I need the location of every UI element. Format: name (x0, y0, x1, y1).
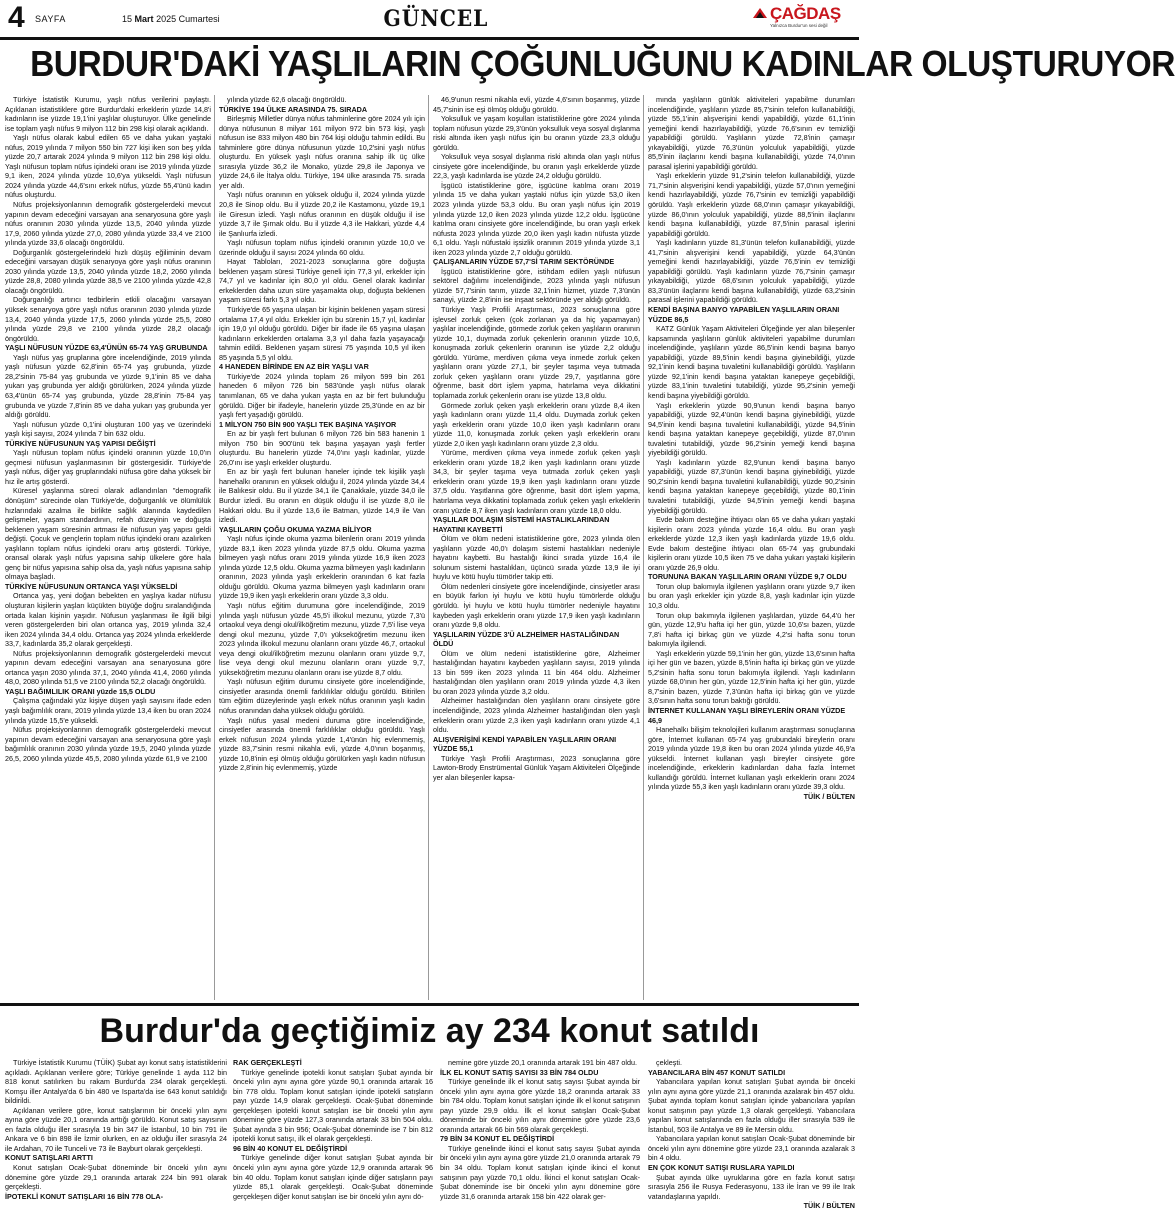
subheading: YABANCILARA BİN 457 KONUT SATILDI (648, 1067, 786, 1077)
subheading: YAŞLILARIN ÇOĞU OKUMA YAZMA BİLİYOR (219, 524, 372, 534)
paragraph: Doğurganlığı artırıcı tedbirlerin etkili olacağını varsayan yüksek senaryoya göre yaşlı nüfus oranının 2030 yılında yüzde 13,4, 2040 yılında yüzde 17,5, 2060 yılında yüzde 25,5, 2080 yılında yüzde 29,8 ve 2100 yılında yüzde 28,2 olacağı öngörüldü. (5, 295, 211, 343)
article2-column-4 (648, 1058, 855, 1211)
logo-tagline: Yalnızca Burdur'un sesi değil (770, 23, 828, 28)
paragraph: Hayat Tabloları, 2021-2023 sonuçlarına göre doğuşta beklenen yaşam süresi Türkiye geneli için 77,3 yıl, erkekler için 74,7 yıl ve kadınlar için 80,0 yıl oldu. Genel olarak kadınlar erkeklerden daha uzun süre yaşamakta olup, doğuşta beklenen yaşam süresi farkı 5,3 yıl oldu. (219, 257, 425, 305)
subheading: 1 MİLYON 750 BİN 900 YAŞLI TEK BAŞINA YAŞIYOR (219, 419, 397, 429)
subheading: KENDİ BAŞINA BANYO YAPABİLEN YAŞLILARIN ORANI YÜZDE 86,5 (648, 305, 840, 324)
paragraph: Yaşlı nüfusun toplam nüfus içindeki oranının yüzde 10,0 ve üzerinde olduğu il sayısı 2024 yılında 60 oldu. (219, 238, 425, 257)
subheading: TÜRKİYE NÜFUSUNUN YAŞ YAPISI DEĞİŞTİ (5, 438, 156, 448)
paragraph: Yaşlı nüfus olarak kabul edilen 65 ve daha yukarı yaştaki nüfus, 2019 yılında 7 milyon 550 bin 727 kişi iken son beş yılda yüzde 20,7 artarak 2024 yılında 9 milyon 112 bin 298 kişi oldu. Yaşlı nüfusun toplam nüfus içindeki oranı ise 2019 yılında yüzde 9,1 iken, 2024 yılında yüzde 10,6'ya yükseldi. Yaşlı nüfusun 2024 yılında yüzde 44,6'sını erkek nüfus, yüzde 55,4'ünü kadın nüfus oluşturdu. (5, 133, 211, 200)
paragraph: Çalışma çağındaki yüz kişiye düşen yaşlı sayısını ifade eden yaşlı bağımlılık oranı, 2019 yılında yüzde 13,4 iken bu oran 2024 yılında yüzde 15,5'e yükseldi. (5, 696, 211, 725)
paragraph: Torun olup bakımıyla ilgilenen yaşlılardan, yüzde 64,4'ü her gün, yüzde 12,9'u hafta içi her gün, yüzde 10,6'sı bazen, yüzde 7,8'i hafta içi birkaç gün ve yüzde 4,2'si hafta sonu torun bakımıyla ilgilendi. (648, 610, 855, 649)
paragraph: 46,9'unun resmi nikahla evli, yüzde 4,6'sının boşanmış, yüzde 45,7'sinin ise eşi ölmüş olduğu görüldü. (433, 95, 640, 114)
paragraph: Yaşlı erkeklerin yüzde 59,1'inin her gün, yüzde 13,6'sının hafta içi her gün ve bazen, yüzde 8,5'inin hafta içi birkaç gün ve yüzde 5,2'sinin hafta sonu torun bakımıyla ilgilendi. Yaşlı kadınların yüzde 68,0'ının her gün, yüzde 12,5'inin hafta içi her gün, yüzde 8,7'sinin bazen, yüzde 7,3'ünün hafta içi birkaç gün ve yüzde 3,6'sının hafta sonu torun baktığı görüldü. (648, 648, 855, 706)
paragraph: Yaşlı nüfus yasal medeni duruma göre incelendiğinde, cinsiyetler arasında önemli farklılıklar olduğu görüldü. Yaşlı erkek nüfusun 2024 yılında yüzde 1,4'ünün hiç evlenmemiş, yüzde 83,7'sinin resmi nikahla evli, yüzde 4,0'ının boşanmış, yüzde 10,8'inin eşi ölmüş olduğu görülürken yaşlı kadın nüfusun yüzde 2,8'inin hiç evlenmemiş, yüzde (219, 715, 425, 773)
article1-column-3 (433, 95, 640, 999)
paragraph: Yaşlı kadınların yüzde 81,3'ünün telefon kullanabildiği, yüzde 41,7'sinin alışverişini kendi yapabildiği, yüzde 64,3'ünün yemeğini kendi hazırlayabildiği, yüzde 76,5'inin ev temizliği yapabildiği görüldü. Yaşlı kadınların yüzde 76,7'sinin çamaşır yıkayabildiği, yüzde 68,6'sının yolculuk yapabildiği, yüzde 83,3'ünün ilaçlarını kendi başına kullanabildiği, yüzde 63,2'sinin parasal işlerini yapabildiği görüldü. (648, 238, 855, 305)
subheading: YAŞLI NÜFUSUN YÜZDE 63,4'ÜNÜN 65-74 YAŞ GRUBUNDA (5, 343, 208, 353)
paragraph: Nüfus projeksiyonlarının demografik göstergelerdeki mevcut yapının devam edeceğini varsayan ana senaryosuna göre ortanca yaşın 2030 yılında 37,1, 2040 yılında 41,4, 2060 yılında 48,0, 2080 yılında 51,5 ve 2100 yılında 52,2 olacağı öngörüldü. (5, 648, 211, 687)
paragraph: Yabancılara yapılan konut satışları Ocak-Şubat döneminde bir önceki yılın aynı dönemine göre yüzde 23,1 oranında azalarak 3 bin 4 oldu. (648, 1134, 855, 1163)
column-divider (214, 95, 215, 1000)
subheading: 4 HANEDEN BİRİNDE EN AZ BİR YAŞLI VAR (219, 362, 369, 372)
paragraph: Türkiye genelinde ikinci el konut satış sayısı Şubat ayında bir önceki yılın aynı ayına göre yüzde 21,0 oranında artarak 79 bin 34 oldu. Toplam konut satışları içinde ikinci el konut satışının payı yüzde 70,1 oldu. İkinci el konut satışları Ocak-Şubat döneminde ise bir önceki yılın aynı dönemine göre yüzde 31,6 oranında artarak 158 bin 422 olarak ger- (440, 1143, 640, 1201)
newspaper-logo (752, 4, 852, 34)
paragraph: İşgücü istatistiklerine göre, işgücüne katılma oranı 2019 yılında 15 ve daha yukarı yaştaki nüfus için yüzde 53,0 iken 2023 yılında yüzde 53,3 oldu. Bu oran yaşlı nüfus için 2019 yılında yüzde 12,0 iken 2023 yılında yüzde 12,2 oldu. İşgücüne katılma oranı cinsiyete göre incelendiğinde, bu oran yaşlı erkek nüfusta 2023 yılında yüzde 20,0 iken yaşlı kadın nüfusta yüzde 6,1 oldu. Yaşlı nüfustaki işsizlik oranının 2019 yılında yüzde 3,1 iken 2023 yılında yüzde 2,7 olduğu görüldü. (433, 180, 640, 257)
paragraph: Yürüme, merdiven çıkma veya inmede zorluk çeken yaşlı erkeklerin oranı yüzde 18,2 iken yaşlı kadınların oranı yüzde 34,3, bir şeyler taşıma veya tutmada zorluk çeken yaşlı erkeklerin oranı yüzde 19,9 iken yaşlı kadınların oranı yüzde 37,5 oldu. Yaşıtlarına göre öğrenme, basit dört işlem yapma, hatırlama veya dikkatini toplamada zorluk çeken yaşlı erkeklerin oranı yüzde 8,7 iken yaşlı kadınların oranı yüzde 18,0 oldu. (433, 448, 640, 515)
subheading: İNTERNET KULLANAN YAŞLI BİREYLERİN ORANI YÜZDE 46,9 (648, 706, 846, 725)
paragraph: Yaşlı erkeklerin yüzde 91,2'sinin telefon kullanabildiği, yüzde 71,7'sinin alışverişini kendi yapabildiği, yüzde 57,0'ının yemeğini kendi hazırlayabildiği, yüzde 76,7'sinin ev temizliği yapabildiği görüldü. Yaşlı erkeklerin yüzde 68,0'ının çamaşır yıkayabildiği, yüzde 86,0'ının yolculuk yapabildiği, yüzde 88,5'inin ilaçlarını kendi başına kullanabildiği, yüzde 87,5'inin parasal işlerini yapabildiği görüldü. (648, 171, 855, 238)
subheading: 96 BİN 40 KONUT EL DEĞİŞTİRDİ (233, 1143, 348, 1153)
paragraph: Yoksulluk ve yaşam koşulları istatistiklerine göre 2024 yılında toplam nüfusun yüzde 29,3'ünün yoksulluk veya sosyal dışlanma riski altında iken yaşlı nüfus için bu oranın yüzde 23,3 olduğu görüldü. (433, 114, 640, 152)
paragraph: Şubat ayında ülke uyruklarına göre en fazla konut satışı sırasıyla 256 ile Rusya Federasyonu, 133 ile İran ve 99 ile Irak vatandaşlarına yapıldı. (648, 1172, 855, 1201)
source-signature: TÜİK / BÜLTEN (803, 1201, 855, 1211)
paragraph: nemine göre yüzde 20,1 oranında artarak 191 bin 487 oldu. (448, 1058, 638, 1067)
subheading: EN ÇOK KONUT SATIŞI RUSLARA YAPILDI (648, 1163, 795, 1173)
subheading: TÜRKİYE 194 ÜLKE ARASINDA 75. SIRADA (219, 104, 368, 114)
paragraph: Evde bakım desteğine ihtiyacı olan 65 ve daha yukarı yaştaki kişilerin oranı 2023 yılında yüzde 16,4 oldu. Bu oran yaşlı erkeklerde yüzde 12,3 iken yaşlı kadınlarda yüzde 19,6 oldu. Evde bakım desteğine ihtiyacı olan 65-74 yaş grubundaki kişilerin oranı yüzde 10,5 iken 75 ve daha yukarı yaştaki kişilerin oranı yüzde 26,9 oldu. (648, 515, 855, 572)
subheading: İPOTEKLİ KONUT SATIŞLARI 16 BİN 778 OLA- (5, 1191, 164, 1201)
paragraph: Konut satışları Ocak-Şubat döneminde bir önceki yılın aynı dönemine göre yüzde 29,1 oranında artarak 224 bin 991 olarak gerçekleşti. (5, 1163, 227, 1192)
paragraph: Türkiye'de 65 yaşına ulaşan bir kişinin beklenen yaşam süresi ortalama 17,4 yıl oldu. Erkekler için bu sürenin 15,7 yıl, kadınlar için 19,0 yıl olduğu görüldü. Diğer bir ifade ile 65 yaşına ulaşan kadınların erkeklerden ortalama 3,3 yıl daha fazla yaşayacağı tahmin edildi. Beklenen yaşam süresi 75 yaşında 10,5 yıl iken 85 yaşında 5,5 yıl oldu. (219, 305, 425, 362)
issue-date: 15 Mart 2025 Cumartesi (122, 14, 220, 24)
paragraph: Ortanca yaş, yeni doğan bebekten en yaşlıya kadar nüfusu oluşturan kişilerin yaşları küçükten büyüğe doğru sıralandığında ortada kalan kişinin yaşıdır. Nüfusun yaşlanması ile ilgili bilgi veren göstergelerden biri olan ortanca yaş, 2019 yılında 32,4 iken 2024 yılında 34,4 oldu. Ortanca yaş 2024 yılında erkeklerde 33,7, kadınlarda 35,2 olarak gerçekleşti. (5, 591, 211, 649)
paragraph: Ölüm ve ölüm nedeni istatistiklerine göre, 2023 yılında ölen yaşlıların yüzde 40,0'ı dolaşım sistemi hastalıkları nedeniyle hayatını kaybetti. Bu hastalığı ikinci sırada yüzde 16,4 ile solunum sistemi hastalıkları, üçüncü sırada yüzde 13,9 ile iyi huylu ve kötü huylu tümörler takip etti. (433, 534, 640, 582)
subheading: YAŞLILARIN YÜZDE 3'Ü ALZHEİMER HASTALIĞINDAN ÖLDÜ (433, 629, 620, 649)
article1-headline: BURDUR'DAKİ YAŞLILARIN ÇOĞUNLUĞUNU KADINLAR OLUŞTURUYOR (30, 43, 1175, 84)
paragraph: Yabancılara yapılan konut satışları Şubat ayında bir önceki yılın aynı ayına göre yüzde 21,1 oranında azalarak bin 457 oldu. Şubat ayında toplam konut satışları içinde yabancılara yapılan konut satışının payı yüzde 1,3 olarak gerçekleşti. Yabancılara yapılan konut satışlarında en fazla olduğu iller sırasıyla 539 ile İstanbul, 503 ile Antalya ve 89 ile Mersin oldu. (648, 1077, 855, 1134)
paragraph: Nüfus projeksiyonlarının demografik göstergelerdeki mevcut yapının devam edeceğini varsayan ana senaryosuna göre yaşlı bağımlılık oranının 2030 yılında yüzde 19,5, 2040 yılında yüzde 26,5, 2060 yılında yüzde 45,5, 2080 yılında yüzde 61,9 ve 2100 (5, 725, 211, 763)
paragraph: Türkiye İstatistik Kurumu (TÜİK) Şubat ayı konut satış istatistiklerini açıkladı. Açıklanan verilere göre; Türkiye genelinde 1 ayda 112 bin 818 konut satılırken bu rakam Burdur'da 234 olarak gerçekleşti. Komşu iller Antalya'da 6 bin 480 ve Isparta'da ise 643 konut satıldığı bildirildi. (5, 1058, 227, 1106)
paragraph: Ölüm nedenleri cinsiyete göre incelendiğinde, cinsiyetler arası en büyük farkın iyi huylu ve kötü huylu tümörlerde olduğu görüldü. İyi huylu ve kötü huylu tümörler nedeniyle hayatını kaybeden yaşlı erkeklerin oranı yüzde 17,9 iken yaşlı kadınların oranı yüzde 9,8 oldu. (433, 581, 640, 630)
paragraph: Doğurganlık göstergelerindeki hızlı düşüş eğiliminin devam edeceğini varsayan düşük senaryoya göre yaşlı nüfus oranının 2030 yılında yüzde 13,5, 2040 yılında yüzde 18,2, 2060 yılında yüzde 28,8, 2080 yılında yüzde 38,5 ve 2100 yılında yüzde 42,8 olacağı öngörüldü. (5, 247, 211, 295)
paragraph: Türkiye genelinde ipotekli konut satışları Şubat ayında bir önceki yılın aynı ayına göre yüzde 90,1 oranında artarak 16 bin 778 oldu. Toplam konut satışları içinde ipotekli satışların payı yüzde 14,9 olarak gerçekleşti. Ocak-Şubat döneminde gerçekleşen ipotekli konut satışları ise bir önceki yılın aynı dönemine göre yüzde 127,3 oranında artarak 33 bin 504 oldu. Şubat ayında 3 bin 956; Ocak-Şubat döneminde ise 7 bin 812 ipotekli konut satışı, ilk el olarak gerçekleşti. (233, 1067, 433, 1144)
paragraph: mında yaşlıların günlük aktiviteleri yapabilme durumları incelendiğinde, yaşlıların yüzde 85,7'sinin telefon kullanabildiği, yüzde 55,1'inin alışverişini kendi yapabildiği, yüzde 61,1'inin yemeğini kendi hazırlayabildiği, yüzde 76,6'sının ev temizliği yapabildiği görüldü. Yaşlıların yüzde 72,8'inin çamaşır yıkayabildiği, yüzde 76,3'ünün yolculuk yapabildiği, yüzde 85,5'inin ilaçlarını kendi başına kullanabildiği, yüzde 74,0'ının parasal işlerini yapabildiği görüldü. (648, 95, 855, 171)
section-title: GÜNCEL (383, 6, 489, 32)
page-number: 4 (8, 1, 25, 34)
paragraph: En az bir yaşlı fert bulunan haneler içinde tek kişilik yaşlı hanehalkı oranının en yüksek olduğu il, 2024 yılında yüzde 34,4 ile Balıkesir oldu. Bu il yüzde 34,1 ile Çanakkale, yüzde 34,0 ile Burdur izledi. Bu oranın en düşük olduğu il ise yüzde 8,0 ile Hakkari oldu. Bu il yüzde 13,6 ile Batman, yüzde 14,9 ile Van izledi. (219, 467, 425, 525)
paragraph: Yaşlı nüfus eğitim durumuna göre incelendiğinde, 2019 yılında yaşlı nüfusun yüzde 45,5'i ilkokul mezunu, yüzde 7,3'ü ortaokul veya dengi okul/ilköğretim mezunu, yüzde 7,5'i lise veya dengi okul mezunu, yüzde 7,0'ı yükseköğretim mezunu iken 2023 yılında ilkokul mezunu olanların oranı yüzde 46,7, ortaokul veya dengi okul/ilköğretim mezunu olanların oranı yüzde 9,7, lise veya dengi okul mezunu olanların oranı yüzde 9,7, yükseköğretim mezunu olanların oranı ise yüzde 8,7 oldu. (219, 600, 425, 677)
paragraph: Yaşlı kadınların yüzde 82,9'unun kendi başına banyo yapabildiği, yüzde 87,3'ünün kendi başına giyinebildiği, yüzde 90,2'sinin kendi başına tuvaletini kullanabildiği, yüzde 90,2'sinin kendi başına yataktan kanepeye geçebildiği, yüzde 80,1'inin tuvaletini tutabildiği, yüzde 94,5'inin yemeği kendi başına yiyebildiği görüldü. (648, 457, 855, 515)
paragraph: Hanehalkı bilişim teknolojileri kullanım araştırması sonuçlarına göre, İnternet kullanan 65-74 yaş grubundaki bireylerin oranı 2019 yılında yüzde 19,8 iken bu oran 2024 yılında yüzde 46,9'a yükseldi. İnternet kullanan yaşlı bireyler cinsiyete göre incelendiğinde, erkeklerin kadınlardan daha fazla İnternet kullandığı görüldü. İnternet kullanan yaşlı erkeklerin oranı 2024 yılında yüzde 55,3 iken yaşlı kadınların oranı yüzde 39,3 oldu. (648, 725, 855, 792)
subheading: KONUT SATIŞLARI ARTTI (5, 1153, 93, 1163)
article2-column-2 (233, 1058, 433, 1201)
subheading: ÇALIŞANLARIN YÜZDE 57,7'Sİ TARIM SEKTÖRÜNDE (433, 257, 615, 267)
masthead (0, 0, 859, 36)
paragraph: Yaşlı nüfusun toplam nüfus içindeki oranının yüzde 10,0'ın geçmesi nüfusun yaşlanmasının bir göstergesidir. Türkiye'de yaşlı nüfus, diğer yaş gruplarındaki nüfusa göre daha yüksek bir hız ile artış gösterdi. (5, 448, 211, 486)
paragraph: yılında yüzde 62,6 olacağı öngörüldü. (227, 95, 347, 104)
article1-column-4 (648, 95, 855, 999)
logo-wordmark: ÇAĞDAŞ (770, 4, 841, 23)
paragraph: Ölüm ve ölüm nedeni istatistiklerine göre, Alzheimer hastalığından hayatını kaybeden yaşlıların sayısı, 2019 yılında 13 bin 599 iken 2023 yılında 11 bin 464 oldu. Alzheimer hastalığından ölen yaşlıların oranı 2019 yılında yüzde 4,3 iken bu oran 2023 yılında yüzde 3,2 oldu. (433, 648, 640, 696)
paragraph: Türkiye İstatistik Kurumu, yaşlı nüfus verilerini paylaştı. Açıklanan istatistiklere göre Burdur'daki erkeklerin yüzde 14,8'i kadınların ise yüzde 19,1'ini yaşlılar oluşturuyor. Ülke genelinde ise toplam yaşlı nüfus 9 milyon 112 bin 298 kişi olarak açıklandı. (5, 95, 211, 133)
article1-column-2 (219, 95, 425, 999)
column-divider (428, 95, 429, 1000)
paragraph: Yaşlı nüfus oranının en yüksek olduğu il, 2024 yılında yüzde 20,8 ile Sinop oldu. Bu il yüzde 20,2 ile Kastamonu, yüzde 19,1 ile Giresun izledi. Yaşlı nüfus oranının en düşük olduğu il ise yüzde 3,7 ile Şırnak oldu. Bu il yüzde 4,3 ile Hakkari, yüzde 4,4 ile Şanlıurfa izledi. (219, 190, 425, 238)
paragraph: Torun olup bakımıyla ilgilenen yaşlıların oranı yüzde 9,7 iken bu oran yaşlı erkekler için yüzde 8,8, yaşlı kadınlar için yüzde 10,3 oldu. (648, 581, 855, 610)
paragraph: çekleşti. (656, 1058, 682, 1067)
subheading: TORUNUNA BAKAN YAŞLILARIN ORANI YÜZDE 9,7 OLDU (648, 572, 847, 582)
subheading: TÜRKİYE NÜFUSUNUN ORTANCA YAŞI YÜKSELDİ (5, 581, 178, 591)
paragraph: Küresel yaşlanma süreci olarak adlandırılan "demografik dönüşüm" sürecinde olan Türkiye'de, doğurganlık ve ölümlülük hızlarındaki azalma ile birlikte sağlık alanında kaydedilen gelişmeler, yaşam standardının, refah düzeyinin ve doğuşta beklenen yaşam süresinin artması ile nüfusun yaş yapısı geldi değişti. Çocuk ve gençlerin toplam nüfus içindeki oranı azalırken yaşlıların toplam nüfus içindeki oranı artış gösterdi. Türkiye, oransal olarak yaşlı nüfus yapısına sahip ülkelere göre hala genç bir nüfus yapısına sahip olsa da, yaşlı nüfus yapısına sahip olmaya başladı. (5, 486, 211, 582)
paragraph: Türkiye Yaşlı Profili Araştırması, 2023 sonuçlarına göre işlevsel zorluk çeken (çok zorlanan ya da hiç yapamayan) yaşlılar incelendiğinde, görmede zorluk çeken yaşlıların oranının yüzde 10,1, duymada zorluk çekenlerin oranının yüzde 10,6, konuşmada zorluk çekenlerin oranının ise yüzde 2,2 olduğu görüldü. Yürüme, merdiven çıkma veya inmede zorluk çeken yaşlıların oranı yüzde 27,1, bir şeyler taşıma veya tutmada zorluk çeken yaşlıların oranı yüzde 29,7, yaşıtlarına göre öğrenme, basit dört işlem yapma, hatırlama veya dikkatini toplamada zorluk çekenlerin oranı ise yüzde 13,8 oldu. (433, 305, 640, 400)
paragraph: Yaşlı nüfusun yüzde 0,1'ini oluşturan 100 yaş ve üzerindeki yaşlı kişi sayısı, 2024 yılında 7 bin 632 oldu. (5, 419, 211, 439)
page-label: SAYFA (35, 14, 66, 24)
article1-column-1 (5, 95, 211, 999)
paragraph: Türkiye Yaşlı Profili Araştırması, 2023 sonuçlarına göre Lawton-Brody Enstrümental Günlük Yaşam Aktiviteleri Ölçeğinde yer alan bileşenler kapsa- (433, 753, 640, 782)
paragraph: Yaşlı nüfus içinde okuma yazma bilenlerin oranı 2019 yılında yüzde 83,1 iken 2023 yılında yüzde 87,5 oldu. Okuma yazma bilmeyen yaşlı nüfus oranı 2019 yılında yüzde 16,9 iken 2023 yılında yüzde 12,5 oldu. Okuma yazma bilmeyen yaşlı kadınların oranının, 2023 yılında yaşlı erkeklerin oranından 6 kat fazla olduğu görüldü. Okuma yazma bilmeyen yaşlı kadınların oranı yüzde 19,9 iken yaşlı erkeklerin oranı yüzde 3,3 oldu. (219, 534, 425, 601)
paragraph: Türkiye genelinde ilk el konut satış sayısı Şubat ayında bir önceki yılın aynı ayına göre yüzde 18,2 oranında artarak 33 bin 784 oldu. Toplam konut satışları içinde ilk el konut satışının payı yüzde 29,9 oldu. İlk el konut satışları Ocak-Şubat döneminde bir önceki yılın aynı dönemine göre yüzde 23,6 oranında artarak 66 bin 569 olarak gerçekleşti. (440, 1077, 640, 1134)
paragraph: Açıklanan verilere göre, konut satışlarının bir önceki yılın aynı ayına göre yüzde 20,1 oranında arttığı görüldü. Konut satış sayısının en fazla olduğu iller sırasıyla 19 bin 347 ile İstanbul, 10 bin 791 ile Ankara ve 6 bin 898 ile İzmir olurken, en az olduğu iller sırasıyla 24 ile Ardahan, 70 ile Tunceli ve 73 ile Bayburt olarak gerçekleşti. (5, 1105, 227, 1153)
paragraph: İşgücü istatistiklerine göre, istihdam edilen yaşlı nüfusun sektörel dağılımı incelendiğinde, 2023 yılında yaşlı nüfusun yüzde 57,7'sinin tarım, yüzde 32,1'inin hizmet, yüzde 7,3'ünün sanayi, yüzde 2,8'inin ise inşaat sektöründe yer aldığı görüldü. (433, 266, 640, 305)
paragraph: Nüfus projeksiyonlarının demografik göstergelerdeki mevcut yapının devam edeceğini varsayan ana senaryosuna göre yaşlı nüfus oranının 2030 yılında yüzde 13,5, 2040 yılında yüzde 17,9, 2060 yılında yüzde 27,0, 2080 yılında yüzde 33,4 ve 2100 yılında yüzde 33,6 olacağı öngörüldü. (5, 200, 211, 248)
paragraph: Türkiye'de 2024 yılında toplam 26 milyon 599 bin 261 haneden 6 milyon 726 bin 583'ünde yaşlı nüfus olarak tanımlanan, 65 ve daha yukarı yaşta en az bir fert bulunduğu görüldü. Diğer bir ifadeyle, hanelerin yüzde 25,3'ünde en az bir yaşlı fert yaşadığı görüldü. (219, 371, 425, 420)
paragraph: Yaşlı nüfus yaş gruplarına göre incelendiğinde, 2019 yılında yaşlı nüfusun yüzde 62,8'inin 65-74 yaş grubunda, yüzde 28,2'sinin 75-84 yaş grubunda ve yüzde 9,1'inin 85 ve daha yukarı yaş grubunda yer aldığı görülürken, 2024 yılında yüzde 63,4'ünün 65-74 yaş grubunda, yüzde 28,8'inin 75-84 yaş grubunda ve yüzde 7,8'inin 85 ve daha yukarı yaş grubunda yer aldığı görüldü. (5, 352, 211, 420)
paragraph: KATZ Günlük Yaşam Aktiviteleri Ölçeğinde yer alan bileşenler kapsamında yaşlıların günlük aktiviteleri yapabilme durumları incelendiğinde, yaşlıların yüzde 86,5'inin kendi başına banyo yapabildiği, yüzde 89,5'inin kendi başına giyinebildiği, yüzde 92,1'inin kendi başına tuvaletini kullanabildiği görüldü. Yaşlıların yüzde 92,1'inin kendi başına yataktan kanepeye geçebildiği, yüzde 83,1'inin tuvaletini tutabildiği, yüzde 95,2'sinin yemeği kendi başına yiyebildiği görüldü. (648, 324, 855, 400)
paragraph: Birleşmiş Milletler dünya nüfus tahminlerine göre 2024 yılı için dünya nüfusunun 8 milyar 161 milyon 972 bin 573 kişi, yaşlı nüfusun ise 833 milyon 480 bin 764 kişi olduğu tahmin edildi. Bu tahminlere göre dünya nüfusunun yüzde 10,2'sini yaşlı nüfus oluşturdu. En yüksek yaşlı nüfus oranına sahip ilk üç ülke sırasıyla yüzde 36,2 ile Monako, yüzde 29,8 ile Japonya ve yüzde 24,6 ile İtalya oldu. Türkiye, 194 ülke arasında 75. sırada yer aldı. (219, 114, 425, 190)
subheading: RAK GERÇEKLEŞTİ (233, 1058, 302, 1067)
paragraph: Yaşlı erkeklerin yüzde 90,9'unun kendi başına banyo yapabildiği, yüzde 92,4'ünün kendi başına giyinebildiği, yüzde 94,5'inin kendi başına tuvaletini kullanabildiği, yüzde 94,5'inin kendi başına yataktan kanepeye geçebildiği, yüzde 87,0'ının tuvaletini tutabildiği, yüzde 96,2'sinin yemeği kendi başına yiyebildiği görüldü. (648, 400, 855, 458)
subheading: YAŞLILAR DOLAŞIM SİSTEMİ HASTALIKLARINDAN HAYATINI KAYBETTİ (433, 515, 610, 534)
subheading: 79 BİN 34 KONUT EL DEĞİŞTİRDİ (440, 1134, 555, 1144)
article-separator-rule (0, 1003, 859, 1006)
subheading: İLK EL KONUT SATIŞ SAYISI 33 BİN 784 OLDU (440, 1067, 599, 1077)
article2-column-1 (5, 1058, 227, 1201)
article2-headline: Burdur'da geçtiğimiz ay 234 konut satıldı (99, 1012, 760, 1050)
paragraph: Yoksulluk veya sosyal dışlanma riski altında olan yaşlı nüfus cinsiyete göre incelendiğinde, bu oranın yaşlı erkeklerde yüzde 22,3, yaşlı kadınlarda ise yüzde 24,2 olduğu görüldü. (433, 152, 640, 181)
paragraph: Görmede zorluk çeken yaşlı erkeklerin oranı yüzde 8,4 iken yaşlı kadınların oranı yüzde 11,4 oldu. Duymada zorluk çeken yaşlı erkeklerin oranı yüzde 10,0 iken yaşlı kadınların oranı yüzde 11,0, konuşmada zorluk çeken yaşlı erkeklerin oranı yüzde 2,0 iken yaşlı kadınların oranı yüzde 2,3 oldu. (433, 400, 640, 448)
paragraph: Yaşlı nüfusun eğitim durumu cinsiyete göre incelendiğinde, cinsiyetler arasında önemli farklılıklar olduğu görüldü. Bitirilen tüm eğitim düzeylerinde yaşlı erkek nüfus oranının yaşlı kadın nüfus oranından daha yüksek olduğu görüldü. (219, 677, 425, 715)
article2-column-3 (440, 1058, 640, 1201)
logo-emblem-icon (752, 6, 768, 20)
source-signature: TÜİK / BÜLTEN (803, 791, 855, 801)
subheading: YAŞLI BAĞIMLILIK ORANI yüzde 15,5 OLDU (5, 686, 156, 696)
paragraph: Türkiye genelinde diğer konut satışları Şubat ayında bir önceki yılın aynı ayına göre yüzde 12,9 oranında artarak 96 bin 40 oldu. Toplam konut satışları içinde diğer satışların payı yüzde 85,1 olarak gerçekleşti. Ocak-Şubat döneminde gerçekleşen diğer konut satışları ise bir önceki yılın aynı dö- (233, 1153, 433, 1201)
subheading: ALIŞVERİŞİNİ KENDİ YAPABİLEN YAŞLILARIN ORANI YÜZDE 55,1 (433, 734, 617, 754)
column-divider (643, 95, 644, 1000)
paragraph: En az bir yaşlı fert bulunan 6 milyon 726 bin 583 hanenin 1 milyon 750 bin 900'ünü tek başına yaşayan yaşlı fertler oluşturdu. Bu hanelerin yüzde 74,0'ını yaşlı kadınlar, yüzde 26,0'ını ise yaşlı erkekler oluşturdu. (219, 429, 425, 467)
paragraph: Alzheimer hastalığından ölen yaşlıların oranı cinsiyete göre incelendiğinde, 2023 yılında Alzheimer hastalığından ölen yaşlı erkeklerin oranı yüzde 2,3 iken yaşlı kadınların oranı yüzde 4,1 oldu. (433, 696, 640, 735)
